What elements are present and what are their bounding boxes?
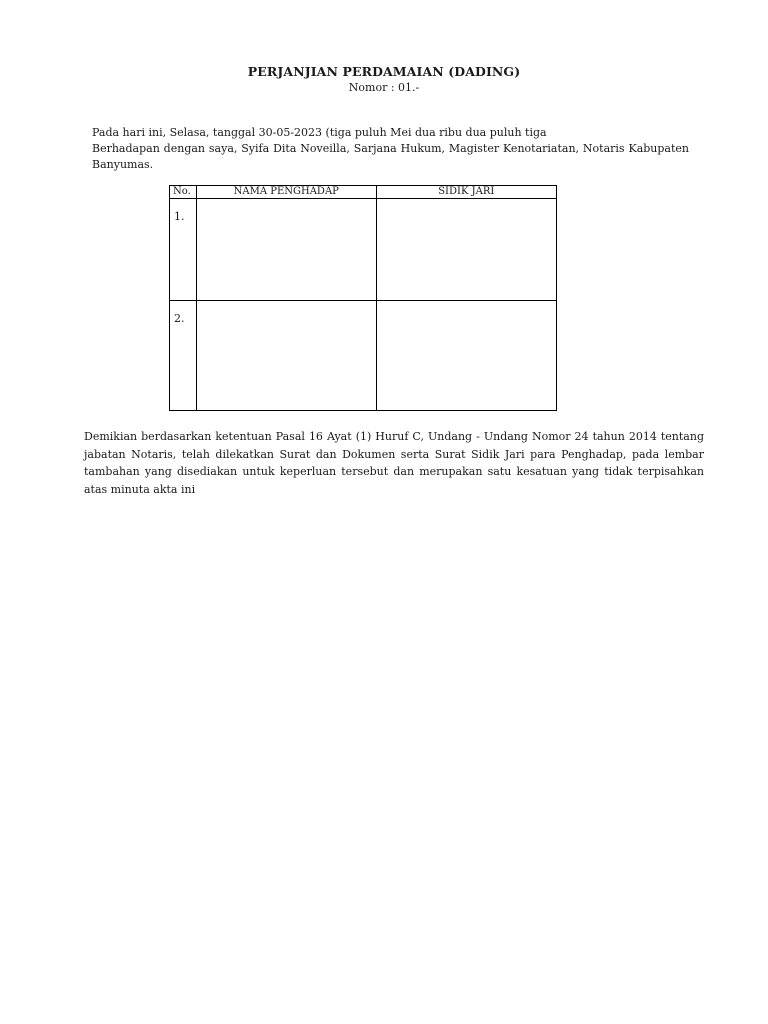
row-number: 2. <box>170 301 197 411</box>
document-number: Nomor : 01.- <box>348 81 420 94</box>
fingerprint-cell <box>376 301 556 411</box>
closing-text: Demikian berdasarkan ketentuan Pasal 16 Ayat (1) Huruf C, Undang - Undang Nomor 24 tahun 2014 tentang jabatan Notaris, telah dilekatkan Surat dan Dokumen serta Surat Sidik Jari para Penghadap, pada lembar tambahan yang disediakan untuk keperluan tersebut dan merupakan satu kesatuan yang tidak terpisahkan atas minuta akta ini <box>84 430 704 496</box>
name-cell <box>196 301 376 411</box>
header-no: No. <box>170 186 197 199</box>
signature-table <box>169 185 557 411</box>
fingerprint-cell <box>376 199 556 301</box>
table-row <box>170 301 557 411</box>
intro-line-date: Pada hari ini, Selasa, tanggal 30-05-2023 (tiga puluh Mei dua ribu dua puluh tiga <box>92 126 547 139</box>
table-row <box>170 199 557 301</box>
name-cell <box>196 199 376 301</box>
header-fingerprint: SIDIK JARI <box>376 186 556 199</box>
document-title: PERJANJIAN PERDAMAIAN (DADING) <box>247 64 521 79</box>
table-header-row <box>170 186 557 199</box>
intro-line-notary: Berhadapan dengan saya, Syifa Dita Noveilla, Sarjana Hukum, Magister Kenotariatan, Notaris Kabupaten Banyumas. <box>92 142 689 171</box>
intro-paragraph <box>92 125 689 173</box>
row-number: 1. <box>170 199 197 301</box>
closing-paragraph <box>84 428 704 498</box>
header-name: NAMA PENGHADAP <box>196 186 376 199</box>
